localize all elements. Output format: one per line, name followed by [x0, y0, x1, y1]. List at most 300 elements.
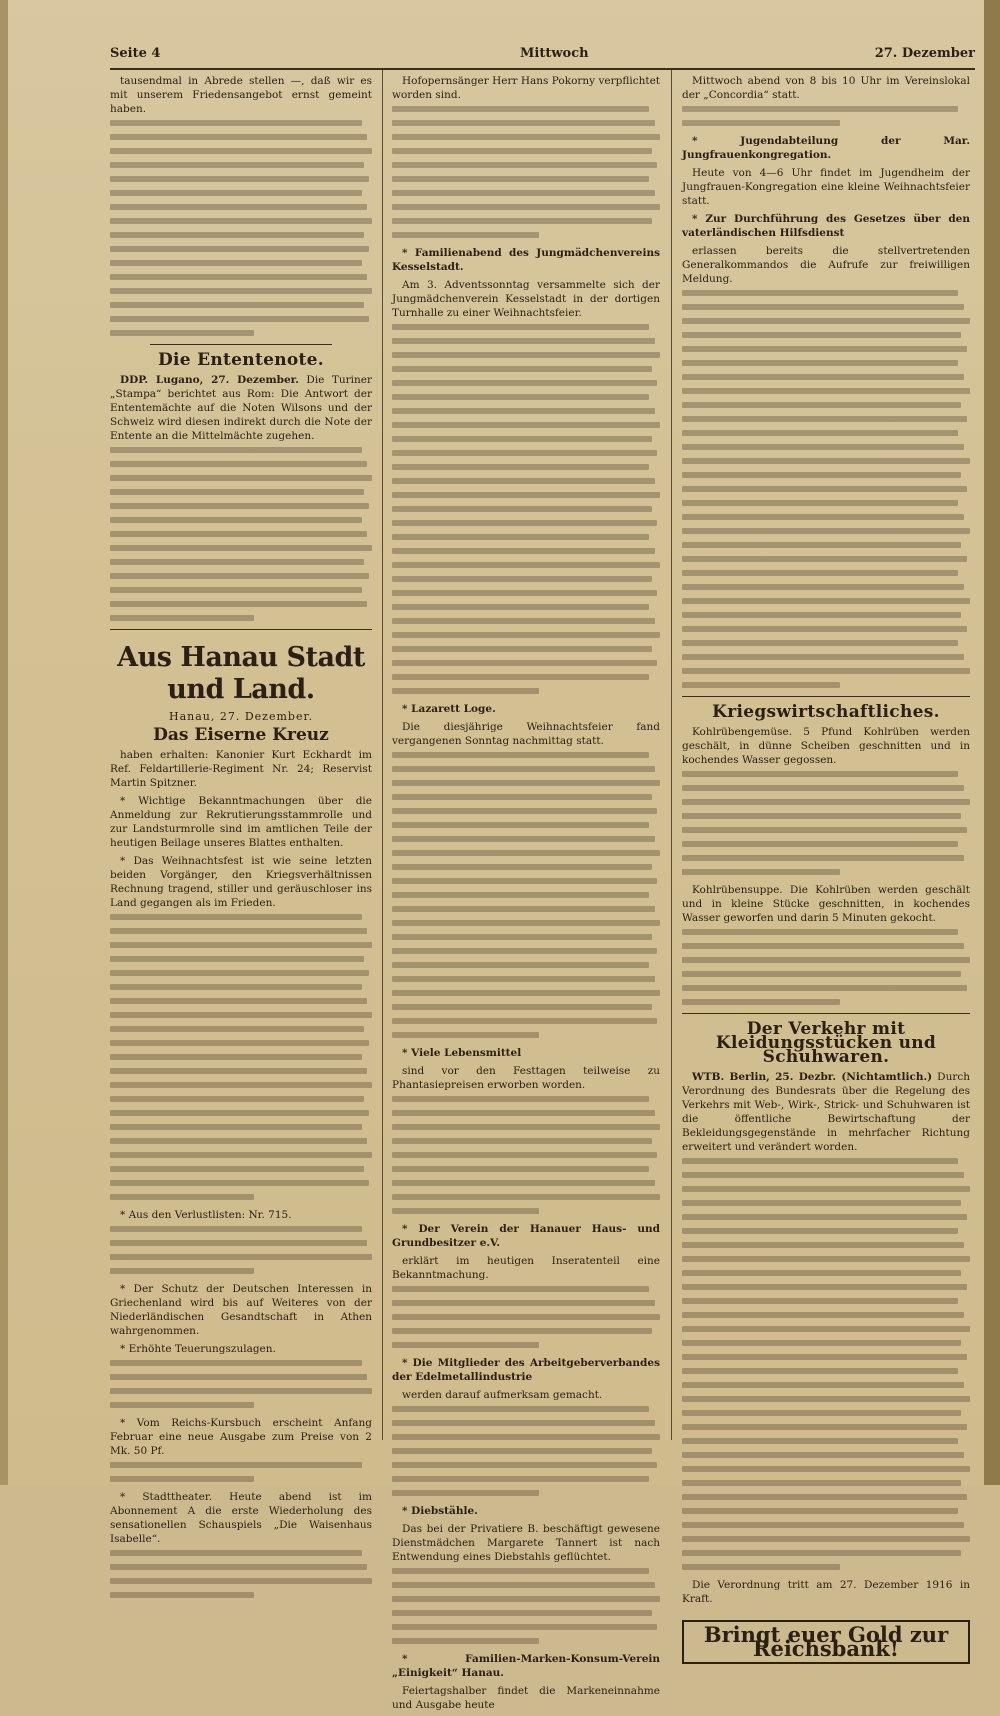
body-text-lines [110, 120, 372, 336]
masthead-day: Mittwoch [520, 46, 589, 61]
text-line [682, 1452, 964, 1458]
text-line [392, 338, 655, 344]
divider [682, 1013, 970, 1014]
text-line [392, 324, 649, 330]
text-line [110, 942, 372, 948]
body-text-lines [110, 1226, 372, 1274]
article-continuation: Hofopernsänger Herr Hans Pokorny verpflichtet worden sind. [392, 75, 660, 101]
headline-arbeitgeberverband: * Die Mitglieder des Arbeitgeberverbandes der Edelmetallindustrie [392, 1357, 660, 1383]
text-line [682, 1522, 964, 1528]
text-line [392, 394, 649, 400]
text-line [110, 1054, 362, 1060]
text-line [682, 855, 964, 861]
article-hilfsdienst: erlassen bereits die stellvertretenden Generalkommandos die Aufrufe zur freiwilligen Meldung. [682, 245, 970, 285]
text-line [682, 813, 961, 819]
text-line [392, 864, 652, 870]
article-continuation: tausendmal in Abrede stellen —, daß wir es mit unserem Friedensangebot ernst gemeint haben. [110, 75, 372, 115]
headline-hausbesitzer: * Der Verein der Hanauer Haus- und Grundbesitzer e.V. [392, 1223, 660, 1249]
text-line [392, 934, 652, 940]
text-line [682, 1382, 964, 1388]
text-line [392, 1300, 655, 1306]
text-line [682, 929, 958, 935]
text-line [392, 836, 655, 842]
text-line [110, 260, 362, 266]
text-line [682, 985, 967, 991]
text-line [392, 576, 652, 582]
text-line [392, 1096, 649, 1102]
page-edge-left [0, 0, 8, 1485]
text-line [110, 1564, 367, 1570]
text-line [392, 1568, 649, 1574]
text-line [682, 1186, 970, 1192]
text-line [682, 584, 964, 590]
text-line [110, 288, 372, 294]
text-line [682, 500, 958, 506]
text-line [110, 316, 369, 322]
text-line [392, 1004, 652, 1010]
text-line [110, 1254, 372, 1260]
text-line [110, 1152, 372, 1158]
article-verkehr [682, 1070, 970, 1154]
text-line [392, 1582, 655, 1588]
text-line [110, 1026, 364, 1032]
body-text-lines [682, 929, 970, 1005]
dateline: WTB. Berlin, 25. Dezbr. (Nichtamtlich.) [692, 1071, 933, 1083]
text-line [110, 587, 362, 593]
text-line [110, 1226, 362, 1232]
text-line [392, 548, 655, 554]
text-line [392, 218, 652, 224]
text-line [682, 1508, 958, 1514]
column-divider [382, 70, 383, 1440]
text-line [392, 1610, 652, 1616]
text-line [110, 190, 362, 196]
text-line [110, 1592, 254, 1598]
body-text-lines [682, 771, 970, 875]
article-continuation: Mittwoch abend von 8 bis 10 Uhr im Vereinslokal der „Concordia“ statt. [682, 75, 970, 101]
text-line [392, 408, 655, 414]
text-line [682, 1242, 964, 1248]
text-line [392, 436, 652, 442]
text-line [682, 388, 970, 394]
article-familienabend: Am 3. Adventssonntag versammelte sich der Jungmädchenverein Kesselstadt in der dortigen Turnhalle zu einer Weihnachtsfeier. [392, 279, 660, 319]
text-line [682, 430, 958, 436]
text-line [110, 559, 364, 565]
article-konsumverein: Feiertagshalber findet die Markeneinnahme und Ausgabe heute [392, 1685, 660, 1711]
body-text-lines [392, 324, 660, 694]
text-line [682, 971, 961, 977]
text-line [110, 1166, 364, 1172]
text-line [392, 162, 657, 168]
body-text-lines [110, 1462, 372, 1482]
text-line [392, 646, 652, 652]
body-text-lines [110, 1550, 372, 1598]
text-line [682, 542, 961, 548]
headline-jugendabteilung: * Jugendabteilung der Mar. Jungfrauenkongregation. [682, 135, 970, 161]
text-line [110, 503, 369, 509]
text-line [682, 1172, 964, 1178]
page-edge-right [984, 0, 1000, 1485]
text-line [682, 374, 964, 380]
text-line [110, 1550, 362, 1556]
text-line [110, 246, 369, 252]
text-line [110, 1360, 362, 1366]
text-line [110, 1040, 369, 1046]
body-text-lines [392, 106, 660, 238]
dateline: DDP. Lugano, 27. Dezember. [120, 374, 299, 386]
column-2 [392, 74, 660, 1716]
text-line [392, 1476, 649, 1482]
text-line [392, 850, 660, 856]
text-line [110, 1110, 369, 1116]
text-line [682, 304, 964, 310]
article-verkehr-end: Die Verordnung tritt am 27. Dezember 1916 in Kraft. [682, 1579, 970, 1605]
text-line [110, 1388, 372, 1394]
headline-diebstaehle: * Diebstähle. [402, 1505, 478, 1517]
text-line [392, 190, 655, 196]
text-line [682, 1326, 970, 1332]
text-line [392, 1328, 652, 1334]
text-line [392, 1194, 660, 1200]
text-line [392, 366, 652, 372]
article-diebstaehle: Das bei der Privatiere B. beschäftigt gewesene Dienstmädchen Margarete Tannert ist nach Entwendung eines Diebstahls geflüchtet. [392, 1523, 660, 1563]
article-lazarett-loge: Die diesjährige Weihnachtsfeier fand vergangenen Sonntag nachmittag statt. [392, 721, 660, 747]
body-text-lines [392, 1568, 660, 1644]
masthead [110, 40, 975, 70]
text-line [110, 998, 367, 1004]
text-line [392, 148, 652, 154]
text-line [110, 1082, 372, 1088]
text-line [110, 1462, 362, 1468]
article-stadttheater: * Stadttheater. Heute abend ist im Abonnement A die erste Wiederholung des sensationellen Schauspiels „Die Waisenhaus Isabelle“. [110, 1491, 372, 1545]
text-line [682, 458, 970, 464]
text-line [110, 1194, 254, 1200]
headline-familienabend: * Familienabend des Jungmädchenvereins Kesselstadt. [392, 247, 660, 273]
text-line [392, 562, 660, 568]
text-line [392, 534, 649, 540]
text-line [682, 120, 840, 126]
body-text-lines [392, 1096, 660, 1214]
text-line [110, 1138, 367, 1144]
article-griechenland: * Der Schutz der Deutschen Interessen in Griechenland wird bis auf Weiteres von der Niederländischen Gesandtschaft in Athen wahrgenommen. [110, 1283, 372, 1337]
article-kohlruebengemuese: Kohlrübengemüse. 5 Pfund Kohlrüben werden geschält, in dünne Scheiben geschnitten und in kochendes Wasser gegossen. [682, 726, 970, 766]
text-line [392, 450, 657, 456]
text-line [392, 1208, 539, 1214]
text-line [392, 520, 657, 526]
article-verlustlisten: * Aus den Verlustlisten: Nr. 715. [120, 1209, 292, 1221]
text-line [392, 892, 649, 898]
text-line [392, 766, 655, 772]
text-line [682, 1312, 964, 1318]
text-line [392, 1342, 539, 1348]
text-line [110, 204, 367, 210]
text-line [682, 1466, 970, 1472]
article-entente [110, 373, 372, 443]
text-line [682, 1354, 967, 1360]
text-line [110, 1068, 367, 1074]
text-line [110, 601, 367, 607]
text-line [392, 492, 660, 498]
masthead-date: 27. Dezember [874, 46, 975, 61]
body-text-lines [110, 914, 372, 1200]
body-text-lines [392, 1406, 660, 1496]
text-line [682, 1424, 967, 1430]
text-line [392, 1138, 652, 1144]
text-line [682, 332, 961, 338]
text-line [682, 626, 967, 632]
text-line [392, 808, 657, 814]
text-line [682, 1256, 970, 1262]
text-line [682, 1214, 967, 1220]
text-line [110, 573, 369, 579]
text-line [110, 970, 369, 976]
text-line [682, 771, 958, 777]
text-line [682, 1284, 967, 1290]
body-text-lines [392, 752, 660, 1038]
text-line [682, 869, 840, 875]
headline-konsumverein: * Familien-Marken-Konsum-Verein „Einigkeit“ Hanau. [392, 1653, 660, 1679]
text-line [392, 590, 657, 596]
article-bekanntmachungen: * Wichtige Bekanntmachungen über die Anmeldung zur Rekrutierungsstammrolle und zur Landsturmrolle sind im amtlichen Teile der heutigen Beilage unseres Blattes enthalten. [110, 795, 372, 849]
text-line [392, 948, 657, 954]
article-kohlruebensuppe: Kohlrübensuppe. Die Kohlrüben werden geschält und in kleine Stücke geschnitten, in kochendes Wasser geworfen und darin 5 Minuten gekocht. [682, 884, 970, 924]
article-arbeitgeberverband: werden darauf aufmerksam gemacht. [402, 1389, 603, 1401]
text-line [392, 1462, 657, 1468]
text-line [392, 1152, 657, 1158]
text-line [392, 632, 660, 638]
text-line [682, 799, 970, 805]
text-line [392, 1180, 655, 1186]
text-line [682, 654, 964, 660]
text-line [682, 1200, 961, 1206]
text-line [392, 422, 660, 428]
text-line [110, 956, 364, 962]
text-line [392, 1638, 539, 1644]
body-text-lines [682, 290, 970, 688]
text-line [682, 416, 967, 422]
divider [110, 629, 372, 630]
text-line [110, 1240, 367, 1246]
text-line [392, 380, 657, 386]
text-line [110, 461, 367, 467]
text-line [682, 640, 958, 646]
text-line [110, 274, 367, 280]
text-line [392, 478, 655, 484]
text-line [682, 1396, 970, 1402]
article-text: Durch Verordnung des Bundesrats über die Regelung des Verkehrs mit Web-, Wirk-, Strick- und Schuhwaren ist die öffentliche Bewirtschaftung der Bekleidungsgegenstände in mehrfacher Richtung erweitert und verändert worden. [682, 1071, 970, 1153]
text-line [682, 570, 958, 576]
text-line [682, 1564, 840, 1570]
text-line [682, 999, 840, 1005]
article-hausbesitzer: erklärt im heutigen Inseratenteil eine Bekanntmachung. [392, 1255, 660, 1281]
text-line [110, 914, 362, 920]
text-line [110, 1124, 362, 1130]
section-headline-hanau: Aus Hanau Stadt und Land. [117, 642, 365, 705]
body-text-lines [110, 447, 372, 621]
text-line [110, 1012, 372, 1018]
text-line [682, 1228, 958, 1234]
text-line [682, 841, 958, 847]
text-line [682, 1550, 961, 1556]
text-line [110, 531, 367, 537]
text-line [392, 1596, 660, 1602]
text-line [682, 612, 961, 618]
text-line [110, 475, 372, 481]
text-line [110, 615, 254, 621]
text-line [392, 1110, 655, 1116]
text-line [392, 1124, 660, 1130]
page-number: Seite 4 [110, 46, 161, 61]
text-line [110, 1180, 369, 1186]
text-line [392, 1420, 655, 1426]
text-line [682, 1298, 958, 1304]
text-line [682, 290, 958, 296]
text-line [392, 920, 660, 926]
text-line [682, 1368, 958, 1374]
body-text-lines [110, 1360, 372, 1408]
text-line [110, 302, 364, 308]
text-line [392, 352, 660, 358]
body-text-lines [682, 106, 970, 126]
headline-lebensmittel: * Viele Lebensmittel [402, 1047, 522, 1059]
headline-ententenote: Die Ententenote. [157, 350, 325, 370]
text-line [682, 682, 840, 688]
text-line [682, 943, 964, 949]
text-line [110, 176, 369, 182]
article-eiserne-kreuz: haben erhalten: Kanonier Kurt Eckhardt im Ref. Feldartillerie-Regiment Nr. 24; Reservist Martin Spitzner. [110, 749, 372, 789]
text-line [110, 489, 364, 495]
text-line [110, 928, 367, 934]
text-line [682, 1340, 961, 1346]
text-line [682, 1438, 958, 1444]
text-line [392, 822, 649, 828]
text-line [392, 1018, 657, 1024]
column-3 [682, 74, 970, 1664]
text-line [392, 176, 649, 182]
article-weihnachtsfest: * Das Weihnachtsfest ist wie seine letzten beiden Vorgänger, den Kriegsverhältnissen Rechnung tragend, stiller und geräuschloser ins Land gegangen als im Frieden. [110, 855, 372, 909]
text-line [392, 660, 657, 666]
text-line [392, 794, 652, 800]
text-line [392, 1286, 649, 1292]
text-line [682, 1494, 967, 1500]
text-line [392, 464, 649, 470]
text-line [392, 962, 649, 968]
text-line [110, 218, 372, 224]
text-line [682, 106, 958, 112]
body-text-lines [392, 1286, 660, 1348]
article-teuerungszulagen: * Erhöhte Teuerungszulagen. [120, 1343, 276, 1355]
text-line [110, 330, 254, 336]
text-line [110, 162, 364, 168]
text-line [682, 827, 967, 833]
text-line [392, 1434, 660, 1440]
text-line [682, 528, 970, 534]
article-jugendabteilung: Heute von 4—6 Uhr findet im Jugendheim der Jungfrauen-Kongregation eine kleine Weihnachtsfeier statt. [682, 167, 970, 207]
text-line [110, 447, 362, 453]
text-line [110, 232, 364, 238]
headline-lazarett-loge: * Lazarett Loge. [402, 703, 496, 715]
text-line [392, 204, 660, 210]
text-line [682, 346, 967, 352]
text-line [682, 1158, 958, 1164]
text-line [110, 1402, 254, 1408]
headline-verkehr-kleidung: Der Verkehr mit Kleidungsstücken und Schuhwaren. [715, 1019, 937, 1067]
body-text-lines [682, 1158, 970, 1570]
text-line [682, 598, 970, 604]
gold-appeal-box: Bringt euer Gold zur Reichsbank! [682, 1620, 970, 1664]
text-line [682, 472, 961, 478]
text-line [110, 1476, 254, 1482]
text-line [110, 545, 372, 551]
text-line [682, 785, 964, 791]
column-1 [110, 74, 372, 1606]
text-line [392, 134, 660, 140]
text-line [682, 556, 967, 562]
text-line [392, 604, 649, 610]
text-line [682, 514, 964, 520]
text-line [392, 1314, 660, 1320]
text-line [682, 444, 964, 450]
article-lebensmittel: sind vor den Festtagen teilweise zu Phantasiepreisen erworben worden. [392, 1065, 660, 1091]
text-line [110, 984, 362, 990]
text-line [110, 148, 372, 154]
text-line [392, 618, 655, 624]
text-line [392, 990, 660, 996]
text-line [392, 1032, 539, 1038]
text-line [682, 1270, 961, 1276]
text-line [392, 674, 649, 680]
headline-hilfsdienst: * Zur Durchführung des Gesetzes über den vaterländischen Hilfsdienst [682, 213, 970, 239]
text-line [392, 506, 652, 512]
text-line [110, 1096, 364, 1102]
text-line [682, 318, 970, 324]
text-line [392, 1490, 539, 1496]
text-line [110, 1374, 367, 1380]
text-line [682, 957, 970, 963]
text-line [682, 360, 958, 366]
text-line [392, 106, 649, 112]
divider [150, 344, 332, 345]
text-line [392, 752, 649, 758]
text-line [110, 517, 362, 523]
text-line [110, 120, 362, 126]
text-line [682, 668, 970, 674]
text-line [392, 1624, 657, 1630]
headline-eiserne-kreuz: Das Eiserne Kreuz [153, 725, 329, 745]
article-text: Die Turiner „Stampa“ berichtet aus Rom: Die Antwort der Ententemächte auf die Noten Wilsons und der Schweiz wird diesen indirekt durch die Note der Entente an die Mittelmächte zugehen. [110, 374, 373, 442]
column-divider [671, 70, 672, 1440]
section-dateline: Hanau, 27. Dezember. [168, 710, 314, 723]
text-line [682, 486, 967, 492]
text-line [110, 1578, 372, 1584]
text-line [392, 1406, 649, 1412]
text-line [392, 976, 655, 982]
text-line [392, 780, 660, 786]
text-line [392, 1166, 649, 1172]
text-line [392, 688, 539, 694]
text-line [110, 134, 367, 140]
text-line [392, 878, 657, 884]
text-line [392, 232, 539, 238]
text-line [392, 906, 655, 912]
text-line [392, 1448, 652, 1454]
article-reichskursbuch: * Vom Reichs-Kursbuch erscheint Anfang Februar eine neue Ausgabe zum Preise von 2 Mk. 50 Pf. [110, 1417, 372, 1457]
headline-kriegswirtschaftliches: Kriegswirtschaftliches. [712, 702, 940, 722]
text-line [682, 1480, 961, 1486]
text-line [682, 402, 961, 408]
divider [682, 696, 970, 697]
text-line [392, 120, 655, 126]
